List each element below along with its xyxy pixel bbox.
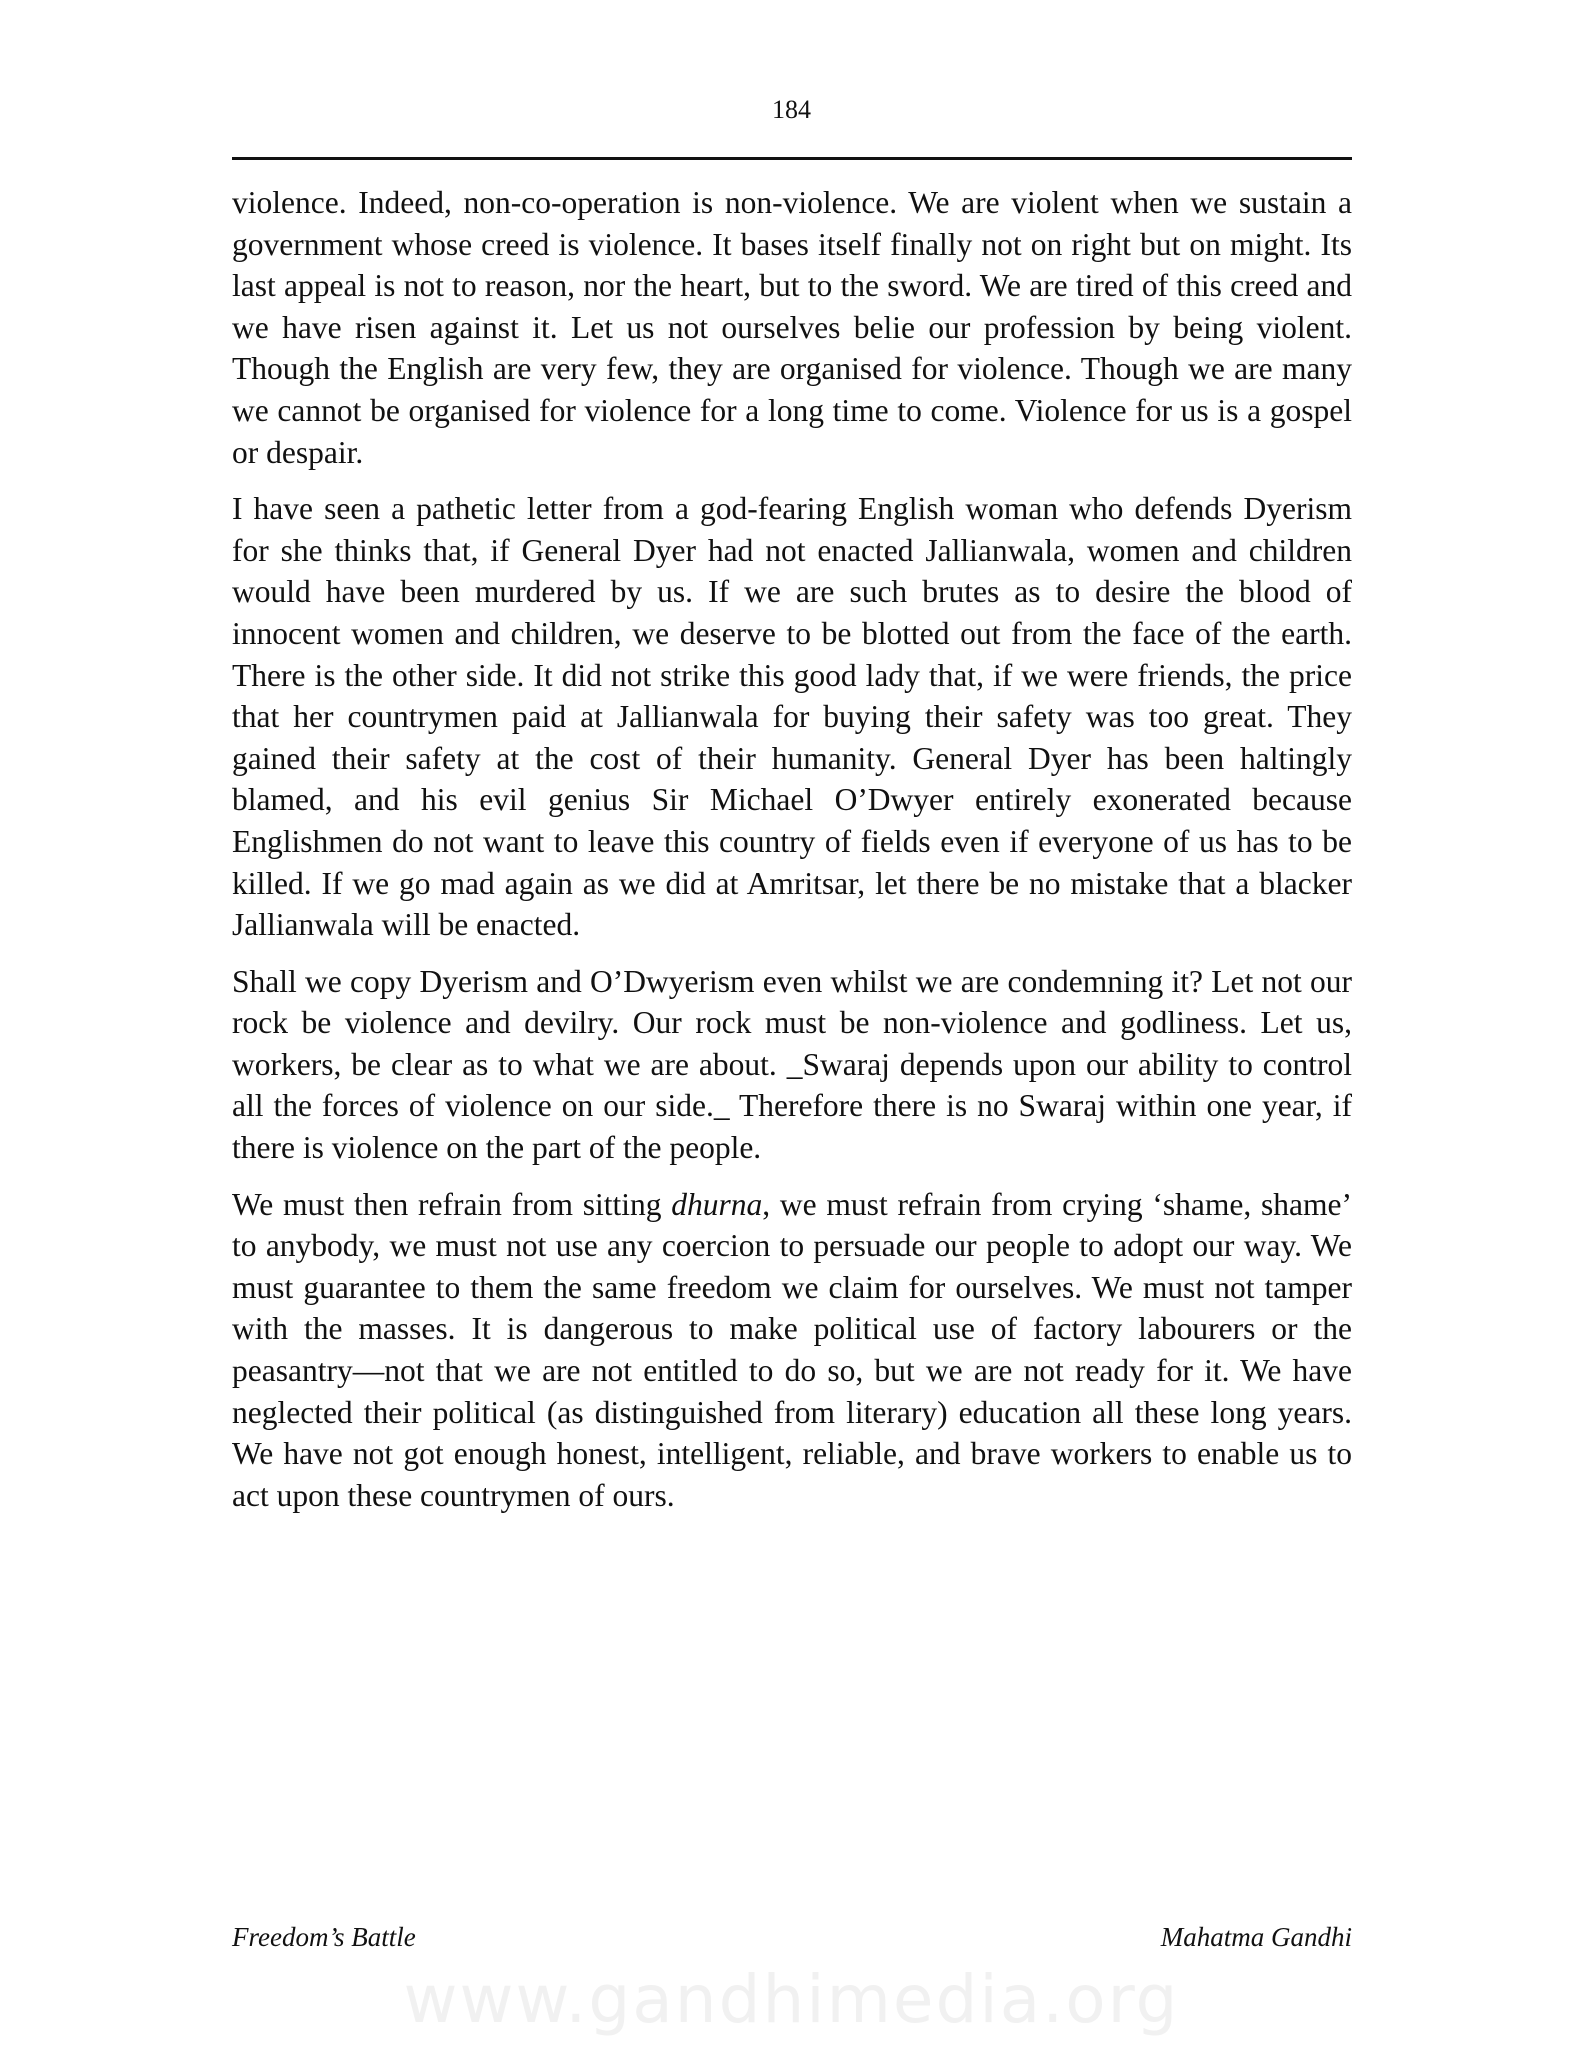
italic-term: dhurna — [671, 1186, 763, 1222]
paragraph-text: I have seen a pathetic letter from a god-fearing English woman who defends Dyerism for she thinks that, if General Dyer had not enacted Jallianwala, women and children would have been murdered by us. If we are such brutes as to desire the blood of innocent women and children, we deserve to be blotted out from the face of the earth. There is the other side. It did not strike this good lady that, if we were friends, the price that her countrymen paid at Jallianwala for buying their safety was too great. They gained their safety at the cost of their humanity. General Dyer has been haltingly blamed, and his evil genius Sir Michael O’Dwyer entirely exonerated because Englishmen do not want to leave this country of fields even if everyone of us has to be killed. If we go mad again as we did at Amritsar, let there be no mistake that a blacker Jallianwala will be enacted. — [232, 491, 1352, 943]
paragraph-text: Shall we copy Dyerism and O’Dwyerism even whilst we are condemning it? Let not our rock be violence and devilry. Our rock must be non-violence and godliness. Let us, workers, be clear as to what we are about. _Swaraj depends upon our ability to control all the forces of violence on our side._ Therefore there is no Swaraj within one year, if there is violence on the part of the people. — [232, 963, 1352, 1166]
paragraph-1 — [232, 182, 1352, 473]
paragraph-text: We must then refrain from sitting — [232, 1186, 672, 1222]
paragraph-text: , we must refrain from crying ‘shame, shame’ to anybody, we must not use any coercion to persuade our people to adopt our way. We must guarantee to them the same freedom we claim for ourselves. We must not tamper with the masses. It is dangerous to make political use of factory labourers or the peasantry—not that we are not entitled to do so, but we are not ready for it. We have neglected their political (as distinguished from literary) education all these long years. We have not got enough honest, intelligent, reliable, and brave workers to enable us to act upon these countrymen of ours. — [232, 1186, 1352, 1513]
paragraph-2 — [232, 488, 1352, 946]
body-text — [232, 182, 1352, 1531]
paragraph-text: violence. Indeed, non-co-operation is non-violence. We are violent when we sustain a government whose creed is violence. It bases itself finally not on right but on might. Its last appeal is not to reason, nor the heart, but to the sword. We are tired of this creed and we have risen against it. Let us not ourselves belie our profession by being violent. Though the English are very few, they are organised for violence. Though we are many we cannot be organised for violence for a long time to come. Violence for us is a gospel or despair. — [232, 185, 1352, 470]
paragraph-4 — [232, 1184, 1352, 1517]
footer-author: Mahatma Gandhi — [1160, 1922, 1352, 1952]
page-number: 184 — [772, 95, 811, 124]
paragraph-3 — [232, 961, 1352, 1169]
watermark: www.gandhimedia.org — [403, 1961, 1180, 2038]
footer-book-title: Freedom’s Battle — [232, 1922, 416, 1952]
header-rule — [232, 157, 1352, 160]
